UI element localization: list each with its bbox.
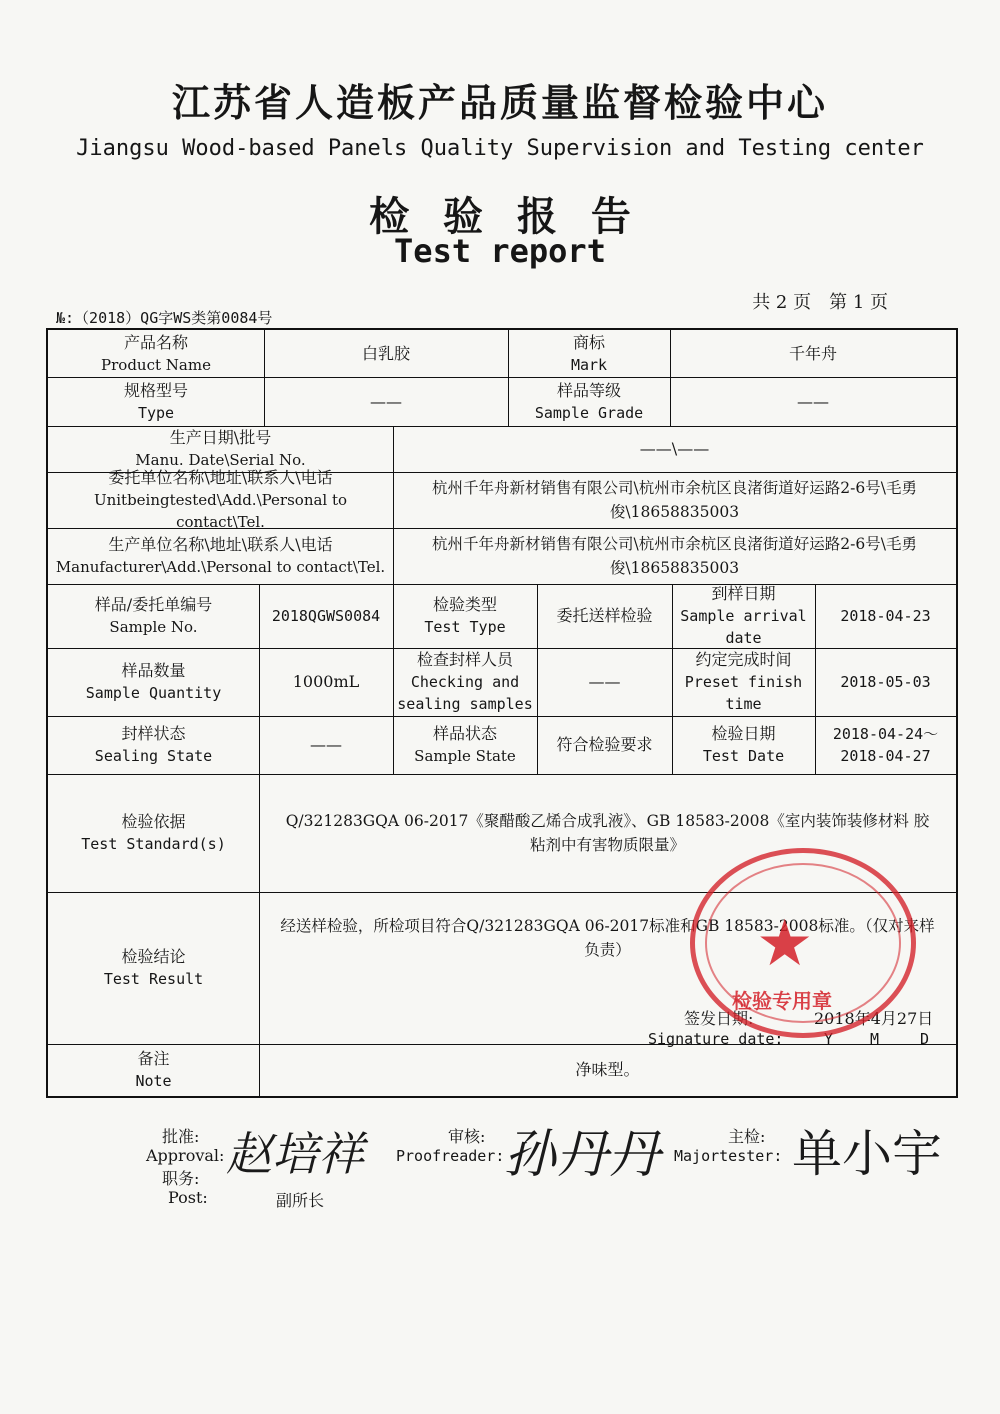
date-d-marker: D — [920, 1030, 930, 1048]
center-title-en: Jiangsu Wood-based Panels Quality Supervision and Testing center — [76, 136, 924, 161]
value-mark: 千年舟 — [788, 343, 837, 363]
proofreader-signature: 孙丹丹 — [504, 1125, 661, 1185]
label-sample-state: 样品状态 Sample State — [414, 724, 516, 765]
label-test-type: 检验类型 Test Type — [424, 595, 506, 636]
value-product-name: 白乳胶 — [361, 343, 410, 363]
label-product-name: 产品名称 Product Name — [101, 332, 211, 374]
value-test-standard: Q/321283GQA 06-2017《聚醋酸乙烯合成乳液》、GB 18583-2008《室内装饰装修材料 胶 粘剂中有害物质限量》 — [285, 812, 930, 854]
value-sealing-state: —— — [310, 735, 342, 754]
label-test-date: 检验日期 Test Date — [702, 724, 785, 765]
center-title-cn: 江苏省人造板产品质量监督检验中心 — [171, 80, 828, 125]
label-unit-tested: 委托单位名称\地址\联系人\电话 Unitbeingtested\Add.\Personal to contact\Tel. — [93, 468, 348, 531]
document-number: №:（2018）QG字WS类第0084号 — [56, 309, 273, 327]
signature-date-value: 2018年4月27日 — [814, 1009, 934, 1028]
page-count: 共 2 页 第 1 页 — [752, 292, 888, 313]
approval-label-en: Approval: — [146, 1146, 225, 1165]
approval-signature: 赵培祥 — [226, 1127, 364, 1181]
value-arrival-date: 2018-04-23 — [840, 607, 931, 625]
majortester-label-cn: 主检: — [728, 1127, 766, 1146]
seal-star-icon: ★ — [756, 907, 814, 981]
label-manu-date: 生产日期\批号 Manu. Date\Serial No. — [135, 428, 306, 469]
date-y-marker: Y — [824, 1030, 834, 1048]
label-test-result: 检验结论 Test Result — [103, 947, 204, 988]
approval-label-cn: 批准: — [162, 1127, 200, 1146]
majortester-signature: 单小宇 — [792, 1125, 942, 1183]
value-checking: —— — [588, 672, 621, 691]
seal-text: 检验专用章 — [732, 989, 832, 1013]
value-test-result: 经送样检验，所检项目符合Q/321283GQA 06-2017标准和GB 18583-2008标准。（仅对来样 负责） — [280, 917, 935, 959]
post-label-cn: 职务: — [162, 1169, 200, 1188]
label-arrival-date: 到样日期 Sample arrival date — [680, 584, 807, 647]
label-sample-no: 样品/委托单编号 Sample No. — [94, 595, 213, 636]
value-type: —— — [370, 391, 402, 411]
label-preset-finish: 约定完成时间 Preset finish time — [684, 650, 803, 713]
value-test-date: 2018-04-24～ 2018-04-27 — [832, 725, 939, 765]
value-sample-quantity: 1000mL — [292, 672, 360, 691]
proofreader-label-cn: 审核: — [448, 1127, 486, 1146]
proofreader-label-en: Proofreader: — [396, 1147, 505, 1165]
value-note: 净味型。 — [575, 1060, 640, 1079]
label-checking: 检查封样人员 Checking and sealing samples — [397, 650, 533, 713]
date-m-marker: M — [870, 1030, 880, 1048]
report-title-en: Test report — [394, 232, 606, 270]
post-value: 副所长 — [276, 1191, 325, 1210]
value-test-type: 委托送样检验 — [556, 606, 653, 625]
label-manufacturer: 生产单位名称\地址\联系人\电话 Manufacturer\Add.\Personal to contact\Tel. — [55, 535, 386, 576]
value-sample-state: 符合检验要求 — [556, 735, 653, 754]
signature-date-label-en: Signature date: — [648, 1030, 784, 1048]
label-test-standard: 检验依据 Test Standard(s) — [81, 812, 226, 853]
label-mark: 商标 Mark — [570, 332, 608, 374]
label-sample-grade: 样品等级 Sample Grade — [534, 380, 644, 422]
signature-date-label-cn: 签发日期: — [684, 1009, 754, 1028]
value-sample-no: 2018QGWS0084 — [271, 607, 381, 625]
value-manufacturer: 杭州千年舟新材销售有限公司\杭州市余杭区良渚街道好运路2-6号\毛勇 俊\18658835003 — [432, 535, 917, 577]
value-manu-date: ——\—— — [639, 439, 710, 458]
value-preset-finish: 2018-05-03 — [840, 673, 931, 691]
label-sample-quantity: 样品数量 Sample Quantity — [85, 661, 222, 702]
value-sample-grade: —— — [797, 391, 829, 411]
label-sealing-state: 封样状态 Sealing State — [94, 724, 213, 765]
value-unit-tested: 杭州千年舟新材销售有限公司\杭州市余杭区良渚街道好运路2-6号\毛勇 俊\18658835003 — [432, 479, 917, 521]
report-title-cn: 检 验 报 告 — [369, 193, 631, 240]
post-label-en: Post: — [168, 1188, 208, 1207]
majortester-label-en: Majortester: — [674, 1147, 783, 1165]
label-note: 备注 Note — [135, 1049, 172, 1090]
label-type: 规格型号 Type — [123, 380, 188, 422]
